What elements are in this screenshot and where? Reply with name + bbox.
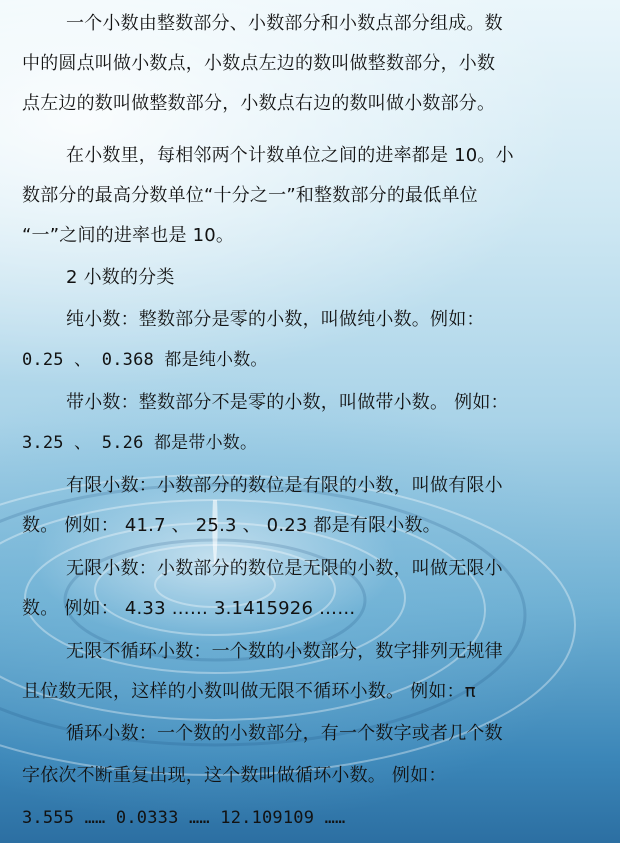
nonrepeating-decimal-line1: 无限不循环小数：一个数的小数部分，数字排列无规律 [66, 641, 503, 662]
mixed-decimal-line2: 3.25 、 5.26 都是带小数。 [22, 433, 258, 453]
para1-line2: 中的圆点叫做小数点，小数点左边的数叫做整数部分，小数 [22, 53, 496, 74]
para1-line3: 点左边的数叫做整数部分，小数点右边的数叫做小数部分。 [22, 93, 496, 114]
infinite-decimal-line2: 数。 例如： 4.33 …… 3.1415926 …… [22, 598, 356, 619]
finite-decimal-line1: 有限小数：小数部分的数位是有限的小数，叫做有限小 [66, 475, 503, 496]
para2-line3: “一”之间的进率也是 10。 [22, 225, 235, 246]
repeating-decimal-line1: 循环小数：一个数的小数部分，有一个数字或者几个数 [66, 723, 503, 744]
finite-decimal-line2: 数。 例如： 41.7 、 25.3 、 0.23 都是有限小数。 [22, 515, 441, 536]
mixed-decimal-line1: 带小数：整数部分不是零的小数，叫做带小数。 例如： [66, 392, 509, 413]
nonrepeating-decimal-line2: 且位数无限，这样的小数叫做无限不循环小数。 例如：π [22, 681, 476, 702]
para1-line1: 一个小数由整数部分、小数部分和小数点部分组成。数 [66, 13, 503, 34]
pure-decimal-line1: 纯小数：整数部分是零的小数，叫做纯小数。例如： [66, 309, 485, 330]
pure-decimal-line2: 0.25 、 0.368 都是纯小数。 [22, 350, 268, 370]
section-heading: 2 小数的分类 [66, 267, 175, 288]
repeating-decimal-line3: 3.555 …… 0.0333 …… 12.109109 …… [22, 808, 346, 828]
repeating-decimal-line2: 字依次不断重复出现，这个数叫做循环小数。 例如： [22, 765, 447, 786]
infinite-decimal-line1: 无限小数：小数部分的数位是无限的小数，叫做无限小 [66, 558, 503, 579]
para2-line1: 在小数里，每相邻两个计数单位之间的进率都是 10。小 [66, 145, 514, 166]
para2-line2: 数部分的最高分数单位“十分之一”和整数部分的最低单位 [22, 185, 478, 206]
